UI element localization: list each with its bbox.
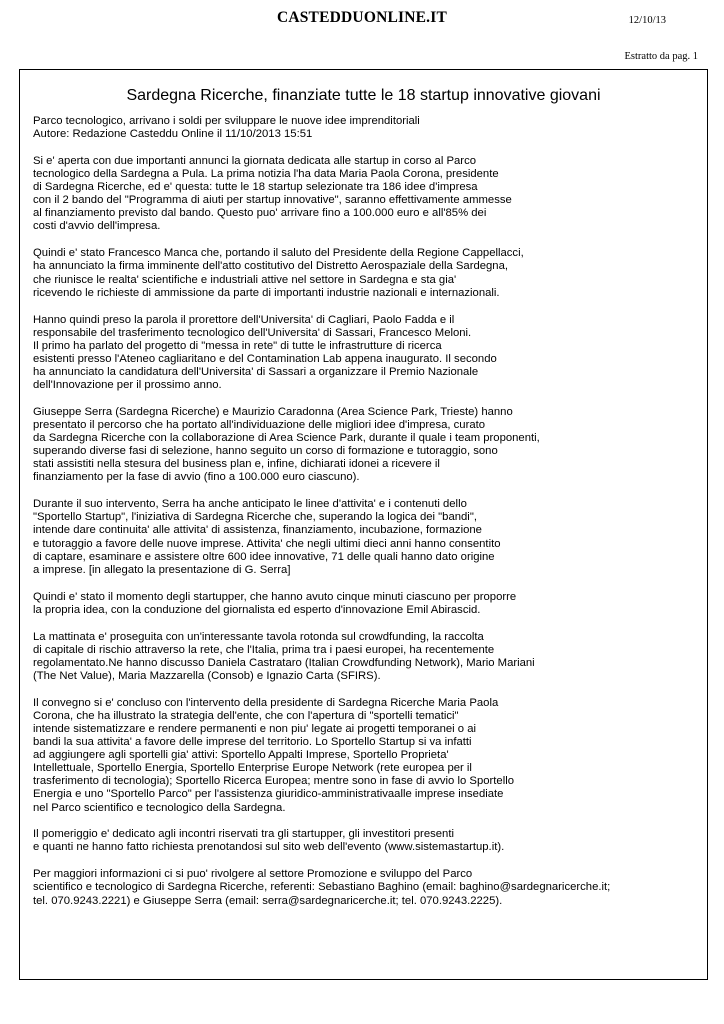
paragraph-gap xyxy=(33,392,697,406)
paragraph-line: stati assistiti nella stesura del business plan e, infine, dichiarati idonei a ricevere il xyxy=(33,458,440,471)
paragraph-line: Parco tecnologico, arrivano i soldi per sviluppare le nuove idee imprenditoriali xyxy=(33,115,420,127)
article-paragraph xyxy=(33,247,697,299)
paragraph-line: finanziamento per la fase di avvio (fino a 100.000 euro ciascuno). xyxy=(33,471,360,484)
paragraph-gap xyxy=(33,234,697,248)
paragraph-line: Hanno quindi preso la parola il prorettore dell'Universita' di Cagliari, Paolo Fadda e il xyxy=(33,313,455,326)
paragraph-line: Si e' aperta con due importanti annunci la giornata dedicata alle startup in corso al Parco xyxy=(33,154,477,167)
paragraph-line: intende dare continuita' alle attivita' di assistenza, finanziamento, incubazione, formazione xyxy=(33,524,482,537)
paragraph-line: e tutoraggio a favore delle nuove imprese. Attivita' che negli ultimi dieci anni hanno consentito xyxy=(33,537,501,550)
paragraph-line: costi d'avvio dell'impresa. xyxy=(33,220,161,233)
paragraph-line: bandi la sua attivita' a favore delle imprese del territorio. Lo Sportello Startup si va infatti xyxy=(33,736,472,749)
paragraph-line: Per maggiori informazioni ci si puo' rivolgere al settore Promozione e sviluppo del Parco xyxy=(33,868,473,881)
paragraph-line: Energia e uno "Sportello Parco" per l'assistenza giuridico-amministrativaalle imprese insediate xyxy=(33,788,504,801)
paragraph-line: nel Parco scientifico e tecnologico della Sardegna. xyxy=(33,801,286,814)
paragraph-line: Durante il suo intervento, Serra ha anche anticipato le linee d'attivita' e i contenuti dello xyxy=(33,498,467,511)
paragraph-line: ricevendo le richieste di ammissione da parte di importanti industrie nazionali e internazionali. xyxy=(33,286,500,299)
paragraph-line: Quindi e' stato Francesco Manca che, portando il saluto del Presidente della Regione Cappellacci, xyxy=(33,247,524,260)
paragraph-line: di Sardegna Ricerche, ed e' questa: tutte le 18 startup selezionate tra 186 idee d'impresa xyxy=(33,181,478,194)
paragraph-line: che riunisce le realta' scientifiche e industriali attive nel settore in Sardegna e sta gia' xyxy=(33,273,457,286)
paragraph-line: superando diverse fasi di selezione, hanno seguito un corso di formazione e tutoraggio, sono xyxy=(33,445,498,458)
paragraph-line: Giuseppe Serra (Sardegna Ricerche) e Maurizio Caradonna (Area Science Park, Trieste) hanno xyxy=(33,405,513,418)
paragraph-line: responsabile del trasferimento tecnologico dell'Universita' di Sassari, Francesco Meloni. xyxy=(33,326,472,339)
paragraph-line: ha annunciato la candidatura dell'Universita' di Sassari a organizzare il Premio Nazionale xyxy=(33,365,479,378)
paragraph-gap xyxy=(33,617,697,631)
article-headline: Sardegna Ricerche, finanziate tutte le 18 startup innovative giovani xyxy=(126,87,601,104)
article-paragraph xyxy=(33,406,697,485)
masthead: CASTEDDUONLINE.IT xyxy=(276,9,448,26)
paragraph-line: Il primo ha parlato del progetto di "messa in rete" di tutte le infrastrutture di ricerca xyxy=(33,339,442,352)
paragraph-line: da Sardegna Ricerche con la collaborazione di Area Science Park, durante il quale i team proponenti, xyxy=(33,432,540,445)
article-paragraph xyxy=(33,631,697,683)
paragraph-gap xyxy=(33,577,697,591)
paragraph-line: (The Net Value), Maria Mazzarella (Consob) e Ignazio Carta (SFIRS). xyxy=(33,669,381,682)
article-paragraph xyxy=(33,697,697,815)
article-paragraph xyxy=(33,155,697,234)
paragraph-gap xyxy=(33,855,697,869)
paragraph-line: tel. 070.9243.2221) e Giuseppe Serra (email: serra@sardegnaricerche.it; tel. 070.9243.2225). xyxy=(33,894,503,907)
paragraph-gap xyxy=(33,815,697,829)
paragraph-line: ha annunciato la firma imminente dell'atto costitutivo del Distretto Aerospaziale della Sardegna, xyxy=(33,260,509,273)
publication-date: 12/10/13 xyxy=(628,15,666,26)
paragraph-line: scientifico e tecnologico di Sardegna Ricerche, referenti: Sebastiano Baghino (email: baghino@sardegnaricerche.it; xyxy=(33,881,611,894)
paragraph-line: Il convegno si e' concluso con l'intervento della presidente di Sardegna Ricerche Maria Paola xyxy=(33,696,499,709)
paragraph-gap xyxy=(33,683,697,697)
article-paragraph xyxy=(33,498,697,577)
paragraph-line: con il 2 bando del "Programma di aiuti per startup innovative", saranno effettivamente ammesse xyxy=(33,194,512,207)
paragraph-line: a imprese. [in allegato la presentazione di G. Serra] xyxy=(33,563,291,576)
article-paragraph xyxy=(33,115,697,141)
paragraph-line: ad aggiungere agli sportelli gia' attivi: Sportello Appalti Imprese, Sportello Proprieta' xyxy=(33,749,449,762)
paragraph-line: tecnologico della Sardegna a Pula. La prima notizia l'ha data Maria Paola Corona, presidente xyxy=(33,168,499,181)
paragraph-line: trasferimento di tecnologia); Sportello Ricerca Europea; mentre sono in fase di avvio lo Sportello xyxy=(33,775,514,788)
paragraph-line: dell'Innovazione per il prossimo anno. xyxy=(33,378,222,391)
paragraph-line: e quanti ne hanno fatto richiesta prenotandosi sul sito web dell'evento (www.sistemastartup.it). xyxy=(33,841,505,854)
paragraph-line: regolamentato.Ne hanno discusso Daniela Castrataro (Italian Crowdfunding Network), Mario Mariani xyxy=(33,656,535,669)
article-paragraph xyxy=(33,591,697,617)
article-paragraph xyxy=(33,868,697,907)
paragraph-line: di capitale di rischio attraverso la rete, che l'Italia, prima tra i paesi europei, ha recentemente xyxy=(33,643,495,656)
article-body xyxy=(33,115,697,908)
paragraph-line: al finanziamento previsto dal bando. Questo puo' arrivare fino a 100.000 euro e all'85% dei xyxy=(33,207,487,220)
paragraph-line: "Sportello Startup", l'iniziativa di Sardegna Ricerche che, superando la logica dei "bandi", xyxy=(33,511,477,524)
paragraph-line: intende sistematizzare e rendere permanenti e non piu' legate ai progetti temporanei o ai xyxy=(33,722,477,735)
article-paragraph xyxy=(33,828,697,854)
article-paragraph xyxy=(33,314,697,393)
paragraph-line: la propria idea, con la conduzione del giornalista ed esperto d'innovazione Emil Abirascid. xyxy=(33,603,481,616)
paragraph-line: esistenti presso l'Ateneo cagliaritano e del Contamination Lab appena inaugurato. Il secondo xyxy=(33,352,497,365)
paragraph-line: Intellettuale, Sportello Energia, Sportello Enterprise Europe Network (rete europea per il xyxy=(33,762,472,775)
paragraph-gap xyxy=(33,141,697,155)
paragraph-line: Quindi e' stato il momento degli startupper, che hanno avuto cinque minuti ciascuno per proporre xyxy=(33,590,517,603)
paragraph-line: presentato il percorso che ha portato all'individuazione delle migliori idee d'impresa, curato xyxy=(33,418,486,431)
paragraph-line: La mattinata e' proseguita con un'interessante tavola rotonda sul crowdfunding, la raccolta xyxy=(33,630,484,643)
extract-note: Estratto da pag. 1 xyxy=(624,51,698,62)
paragraph-line: Corona, che ha illustrato la strategia dell'ente, che con l'apertura di "sportelli tematici" xyxy=(33,709,459,722)
paragraph-line: Il pomeriggio e' dedicato agli incontri riservati tra gli startupper, gli investitori presenti xyxy=(33,828,454,841)
paragraph-gap xyxy=(33,484,697,498)
paragraph-line: di captare, esaminare e assistere oltre 600 idee innovative, 71 delle quali hanno dato origine xyxy=(33,550,495,563)
paragraph-line: Autore: Redazione Casteddu Online il 11/10/2013 15:51 xyxy=(33,128,313,141)
paragraph-gap xyxy=(33,300,697,314)
